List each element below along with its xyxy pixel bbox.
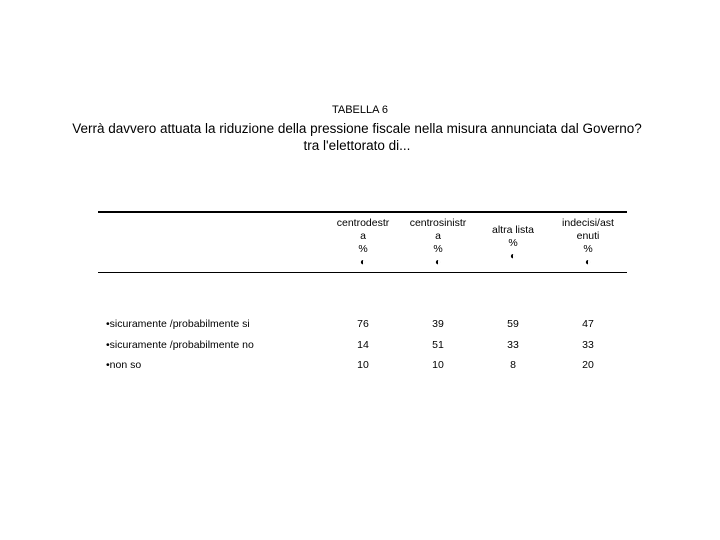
half-circle-icon: ◐ bbox=[584, 257, 592, 268]
column-header-centrodestra: centrodestr a % ◐ bbox=[323, 217, 403, 269]
table-cell: 33 bbox=[507, 339, 519, 351]
table-top-rule bbox=[98, 211, 627, 213]
table-cell: 47 bbox=[582, 318, 594, 330]
half-circle-icon: ◐ bbox=[434, 257, 442, 268]
table-header-rule bbox=[98, 272, 627, 273]
table-cell: 10 bbox=[357, 359, 369, 371]
table-cell: 51 bbox=[432, 339, 444, 351]
table-cell: 14 bbox=[357, 339, 369, 351]
row-label-no: •sicuramente /probabilmente no bbox=[106, 339, 254, 351]
table-label: TABELLA 6 bbox=[331, 104, 389, 116]
table-cell: 59 bbox=[507, 318, 519, 330]
column-header-altra-lista: altra lista % ◐ bbox=[473, 224, 553, 263]
column-header-indecisi-astenuti: indecisi/ast enuti % ◐ bbox=[548, 217, 628, 269]
column-header-centrosinistra: centrosinistr a % ◐ bbox=[398, 217, 478, 269]
table-cell: 39 bbox=[432, 318, 444, 330]
row-label-si: •sicuramente /probabilmente si bbox=[106, 318, 250, 330]
table-cell: 20 bbox=[582, 359, 594, 371]
row-label-non-so: •non so bbox=[106, 359, 142, 371]
table-title-line2: tra l'elettorato di... bbox=[303, 138, 411, 153]
table-cell: 76 bbox=[357, 318, 369, 330]
table-cell: 8 bbox=[510, 359, 516, 371]
half-circle-icon: ◐ bbox=[509, 251, 517, 262]
table-cell: 33 bbox=[582, 339, 594, 351]
table-title-line1: Verrà davvero attuata la riduzione della pressione fiscale nella misura annunciata dal Governo? bbox=[72, 121, 642, 136]
half-circle-icon: ◐ bbox=[359, 257, 367, 268]
table-cell: 10 bbox=[432, 359, 444, 371]
